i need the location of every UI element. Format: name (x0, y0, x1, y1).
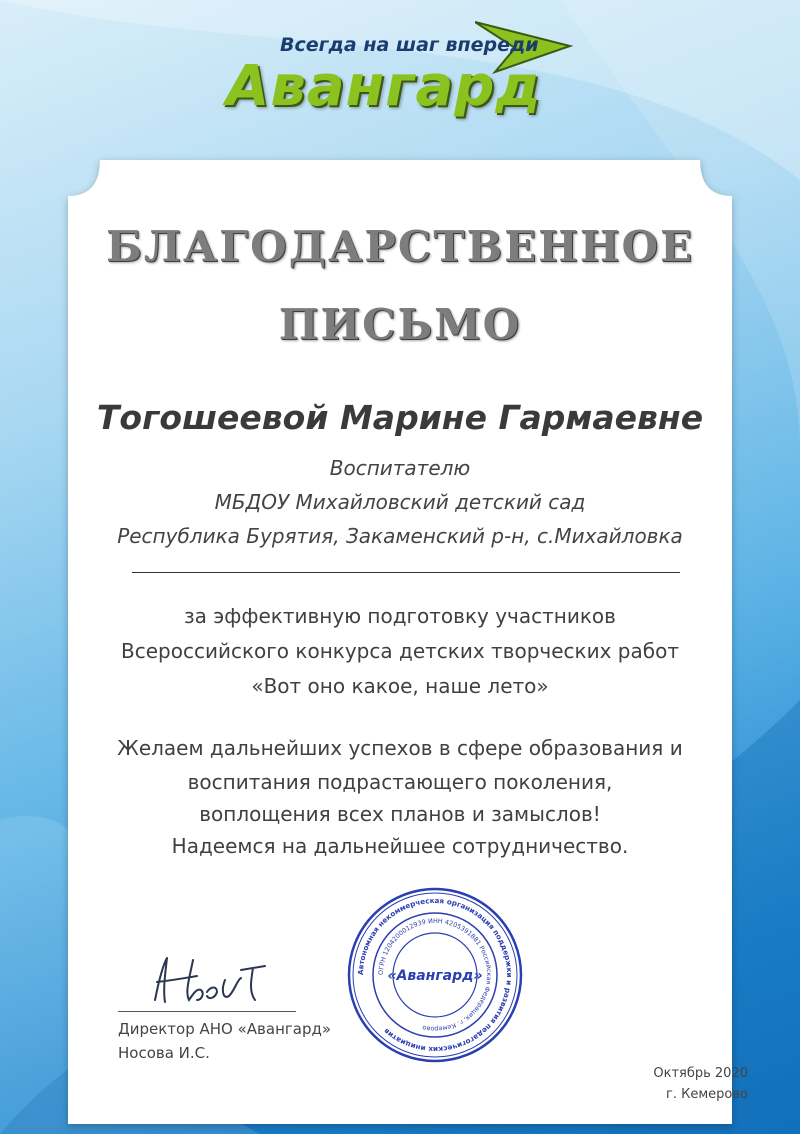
reason-line: Всероссийского конкурса детских творческих работ (121, 639, 679, 663)
logo-name: Авангард (226, 54, 542, 119)
issue-city: г. Кемерово (666, 1087, 748, 1102)
signatory-title: Директор АНО «Авангард» (118, 1020, 332, 1038)
recipient-name: Тогошеевой Марине Гармаевне (96, 398, 704, 437)
reason-line: «Вот оно какое, наше лето» (251, 674, 549, 698)
divider (132, 572, 680, 573)
logo-tagline: Всегда на шаг впереди (280, 34, 539, 56)
wishes-line: воспитания подрастающего поколения, (187, 770, 613, 794)
recipient-organization: МБДОУ Михайловский детский сад (214, 490, 586, 514)
letter-title-line1: БЛАГОДАРСТВЕННОЕ (105, 222, 695, 271)
official-stamp (345, 885, 525, 1065)
stamp-center-text: «Авангард» (387, 968, 483, 984)
signature (145, 950, 295, 1010)
signature-line (118, 1011, 296, 1012)
wishes-line: Желаем дальнейших успехов в сфере образования и (117, 736, 683, 760)
reason-line: за эффективную подготовку участников (184, 604, 616, 628)
recipient-position: Воспитателю (329, 456, 471, 480)
stamp-ring-text: Автономная некоммерческая организация поддержки и развития педагогических инициатив (355, 895, 515, 1055)
issue-date: Октябрь 2020 (653, 1066, 748, 1081)
wishes-line: воплощения всех планов и замыслов! (199, 802, 601, 826)
stamp-inner-text: ОГРН 1204200012939 ИНН 4205391881 Российская Федерация, г. Кемерово (376, 916, 494, 1034)
signatory-name: Носова И.С. (118, 1044, 210, 1062)
recipient-location: Республика Бурятия, Закаменский р-н, с.Михайловка (117, 524, 683, 548)
letter-title-line2: ПИСЬМО (278, 300, 522, 349)
wishes-line: Надеемся на дальнейшее сотрудничество. (171, 834, 629, 858)
